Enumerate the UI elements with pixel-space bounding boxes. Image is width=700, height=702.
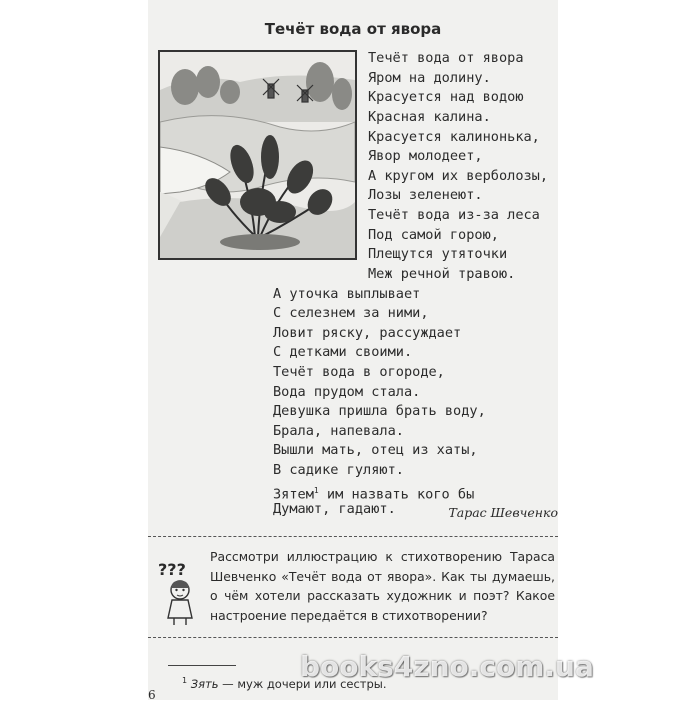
poem-line: Ловит ряску, рассуждает [273, 325, 462, 341]
poem-line: Течёт вода в огороде, [273, 364, 445, 380]
poem-line: Под самой горою, [368, 227, 499, 243]
footnote-divider [168, 665, 236, 666]
footnote-ref: 1 [313, 486, 319, 495]
page-number: 6 [148, 688, 156, 702]
poem-line: Течёт вода из-за леса [368, 207, 540, 223]
poem-author: Тарас Шевченко [448, 505, 558, 520]
poem-line: С селезнем за ними, [273, 305, 429, 321]
poem-line: Плещутся утяточки [368, 246, 508, 262]
poem-line: А уточка выплывает [273, 286, 421, 302]
task-question: Рассмотри иллюстрацию к стихотворению Тараса Шевченко «Течёт вода от явора». Как ты думаешь, о чём хотели рассказать художник и поэт? Какое настроение передаётся в стихотворении? [210, 549, 555, 623]
poem-line: Вода прудом стала. [273, 384, 421, 400]
footnote-marker: 1 [182, 676, 188, 685]
poem-line: Девушка пришла брать воду, [273, 403, 486, 419]
landscape-drawing [160, 52, 355, 258]
poem-line: Красная калина. [368, 109, 491, 125]
poem-line: Течёт вода от явора [368, 50, 524, 66]
poem-line: Красуется калинонька, [368, 129, 540, 145]
poem-line: С детками своими. [273, 344, 413, 360]
poem-illustration [158, 50, 357, 260]
poem-line: Брала, напевала. [273, 423, 404, 439]
poem-line: Красуется над водою [368, 89, 524, 105]
poem-line: Думают, гадают. [273, 501, 396, 517]
poem-line: В садике гуляют. [273, 462, 404, 478]
poem-line: Яром на долину. [368, 70, 491, 86]
poem-line: Вышли мать, отец из хаты, [273, 442, 478, 458]
footnote-definition: — муж дочери или сестры. [218, 676, 387, 691]
girl-thinking-icon [160, 578, 200, 626]
poem-line: Явор молодеет, [368, 148, 483, 164]
poem-line-start: Зятем [273, 486, 314, 503]
poem-line: Меж речной травою. [368, 266, 516, 282]
poem-line-end: им назвать кого бы [318, 486, 475, 503]
question-marks-icon: ??? [158, 560, 186, 579]
footnote-term: Зять [190, 676, 219, 691]
poem-line: А кругом их верболозы, [368, 168, 549, 184]
poem-title: Течёт вода от явора [264, 20, 442, 38]
poem-line: Лозы зеленеют. [368, 187, 483, 203]
watermark: books4zno.com.ua [300, 650, 594, 683]
